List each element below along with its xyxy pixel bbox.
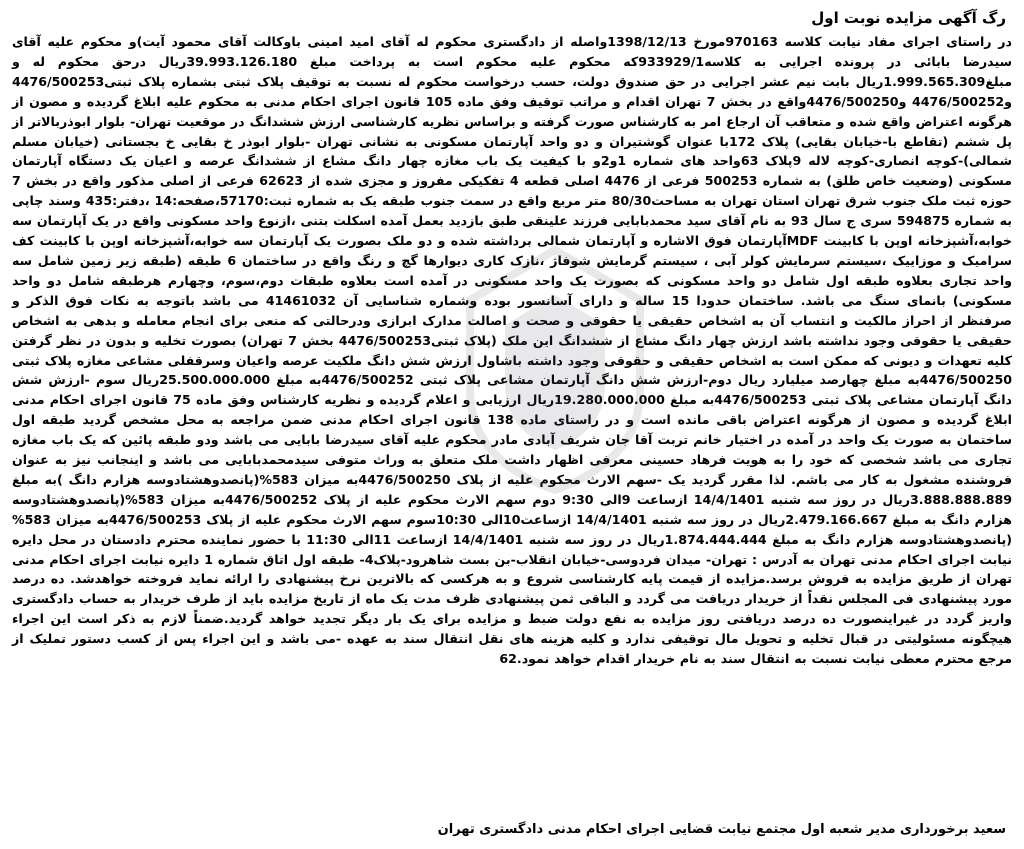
notice-title: رگ آگهی مزایده نوبت اول [811,9,1006,27]
notice-body: در راستای اجرای مفاد نیابت کلاسه 970163مورخ 1398/12/13واصله از دادگستری محکوم له آقای امید امینی باوکالت آقای محمود آیت)و محکوم علیه آقای سیدرضا بابائی در پرونده اجرایی به کلاسه933929/1که محکوم علیه محکوم است به پرداخت مبلغ 39.993.126.180ریال درحق محکوم له و مبلغ1.999.565.309ریال بابت نیم عشر اجرایی در حق صندوق دولت، حسب درخواست محکوم له نسبت به توقیف پلاک ثبتی بشماره پلاک ثبتی4476/500253 و4476/500252 و4476/500250واقع در بخش 7 تهران اقدام و مراتب توقیف وفق ماده 105 قانون اجرای احکام مدنی به محکوم علیه ابلاغ گردیده و مصون از هرگونه اعتراض واقع شده و متعاقب آن ارجاع امر به کارشناس صورت گرفته و براساس نظریه کارشناسی ارزش ششدانگ در موقعیت تهران- بلوار ابوذربالاتر از پل ششم (تقاطع با-خیابان بقایی) پلاک 172با عنوان گوشتیران و دو واحد آپارتمان مسکونی به نشانی تهران -بلوار ابوذر خ بقایی خ بجستانی (خیابان مسلم شمالی)-کوچه انصاری-کوچه لاله 9پلاک 63واحد های شماره 1و2و با کیفیت یک باب مغازه چهار دانگ مشاع از ششدانگ عرصه و اعیان یک دستگاه آپارتمان مسکونی (وضعیت خاص طلق) به شماره 500253 فرعی از 4476 اصلی قطعه 4 تفکیکی مفروز و مجزی شده از 62623 فرعی از اصلی مذکور واقع در بخش 7 حوزه ثبت ملک جنوب شرق تهران استان تهران به مساحت80/30 متر مربع واقع در سمت جنوب طبقه یک به شماره ثبت:57170،صفحه:14 ،دفتر:435 وسند چاپی به شماره 594875 سری ج سال 93 به نام آقای سید محمدبابایی فرزند علینقی طبق بازدید بعمل آمده اسکلت بتنی ،ازنوع واحد مسکونی واقع در یک آپارتمان سه خوابه،آشپزخانه اوپن با کابینت MDFآپارتمان فوق الاشاره و آپارتمان شمالی برداشته شده و دو ملک بصورت یک آپارتمان سه خوابه،آشپزخانه اوپن با کابینت کف سرامیک و موزاییک ،سیستم سرمایش کولر آبی ، سیستم گرمایش شوفاژ ،نازک کاری دیوارها گچ و رنگ واقع در ساختمان 6 طبقه (طبقه زیر زمین شامل سه واحد تجاری بعلاوه طبقه اول شامل دو واحد مسکونی که بصورت یک واحد مسکونی در آمده است بعلاوه طبقات دوم،سوم، وچهارم هرطبقه شامل دو واحد مسکونی) بانمای سنگ می باشد. ساختمان حدودا 15 ساله و دارای آسانسور بوده وشماره شناسایی آن 41461032 می باشد باتوجه به نکات فوق الذکر و صرفنظر از احراز مالکیت و انتساب آن به اشخاص حقیقی یا حقوقی و صحت و اصالت مدارک ابرازی ودرحالتی که منعی برای انجام معامله و بدهی به اشخاص حقیقی یا حقوقی وجود نداشته باشد ارزش چهار دانگ مشاع از ششدانگ این ملک (پلاک ثبتی4476/500253 بخش 7 تهران) بصورت تخلیه و بدون در نظر گرفتن کلیه تعهدات و دیونی که ممکن است به اشخاص حقیقی و حقوقی وجود داشته باشاول ارزش شش دانگ ملکیت عرصه واعیان وسرقفلی مشاعی مغازه پلاک ثبتی 4476/500250به مبلغ چهارصد میلیارد ریال دوم-ارزش شش دانگ آپارتمان مشاعی پلاک ثبتی 4476/500252به مبلغ 25.500.000.000ریال سوم -ارزش شش دانگ آپارتمان مشاعی پلاک ثبتی 4476/500253به مبلغ 19.280.000.000ریال ارزیابی و اعلام گردیده و نظریه کارشناس وفق ماده 75 قانون اجرای احکام مدنی ابلاغ گردیده و مصون از هرگونه اعتراض باقی مانده است و در راستای ماده 138 قانون اجرای احکام مدنی ضمن مراجعه به محل مشخص گردید طبقه اول ساختمان به صورت یک واحد در آمده در اختیار خانم تربت آقا جان شریف آبادی مادر محکوم علیه آقای سیدرضا بابایی می باشد ودو طبقه پائین که یک باب مغازه تجاری می باشد شخصی که خود را به هویت فرهاد حسینی معرفی اظهار داشت ملک متعلق به وراث متوفی سیدمحمدبابایی می باشد و اینجانب نیز به عنوان فروشنده مشغول به کار می باشم. لذا مقرر گردید یک -سهم الارث محکوم علیه از پلاک 4476/500250به میزان 583%(پانصدوهشتادوسه هزارم دانگ )به مبلغ 3.888.888.889ریال در روز سه شنبه 14/4/1401 ازساعت 9الی 9:30 دوم سهم الارث محکوم علیه از پلاک 4476/500252به میزان 583%(پانصدوهشتادوسه هزارم دانگ به مبلغ 2.479.166.667ریال در روز سه شنبه 14/4/1401 ازساعت10الی 10:30سوم سهم الارث محکوم علیه از پلاک 4476/500253به میزان 583%(پانصدوهشتادوسه هزارم دانگ به مبلغ 1.874.444.444ریال در روز سه شنبه 14/4/1401 ازساعت 11الی 11:30 با حضور نماینده محترم دادستان در محل دایره نیابت اجرای احکام مدنی تهران به آدرس : تهران- میدان فردوسی-خیابان انقلاب-بن بست شاهرود-پلاک4- طبقه اول اتاق شماره 1 دایره نیابت اجرای احکام مدنی تهران از طریق مزایده به فروش برسد.مزایده از قیمت پایه کارشناسی شروع و به هرکسی که بالاترین نرخ پیشنهادی را ارائه نماید فروخته خواهدشد. ده درصد مورد پیشنهادی فی المجلس نقداً از خریدار دریافت می گردد و الباقی ثمن پیشنهادی ظرف مدت یک ماه از تاریخ مزایده باید از طرف خریدار به حساب دادگستری واریز گردد در غیراینصورت ده درصد دریافتی روز مزایده به نفع دولت ضبط و مزایده برای یک بار دیگر تجدید خواهد گردید.ضمناً لازم به ذکر است این اجراء هیچگونه مسئولیتی در قبال تخلیه و تحویل مال توقیفی ندارد و کلیه هزینه های نقل انتقال سند به عهده -می باشد و این اجراء پس از کسب دستور تملیک از مرجع محترم معطی نیابت نسبت به انتقال سند به نام خریدار اقدام خواهد نمود.62 [12,34,1013,667]
notice-signature: سعید برخورداری مدیر شعبه اول مجتمع نیابت قضایی اجرای احکام مدنی دادگستری تهران [437,822,1006,837]
